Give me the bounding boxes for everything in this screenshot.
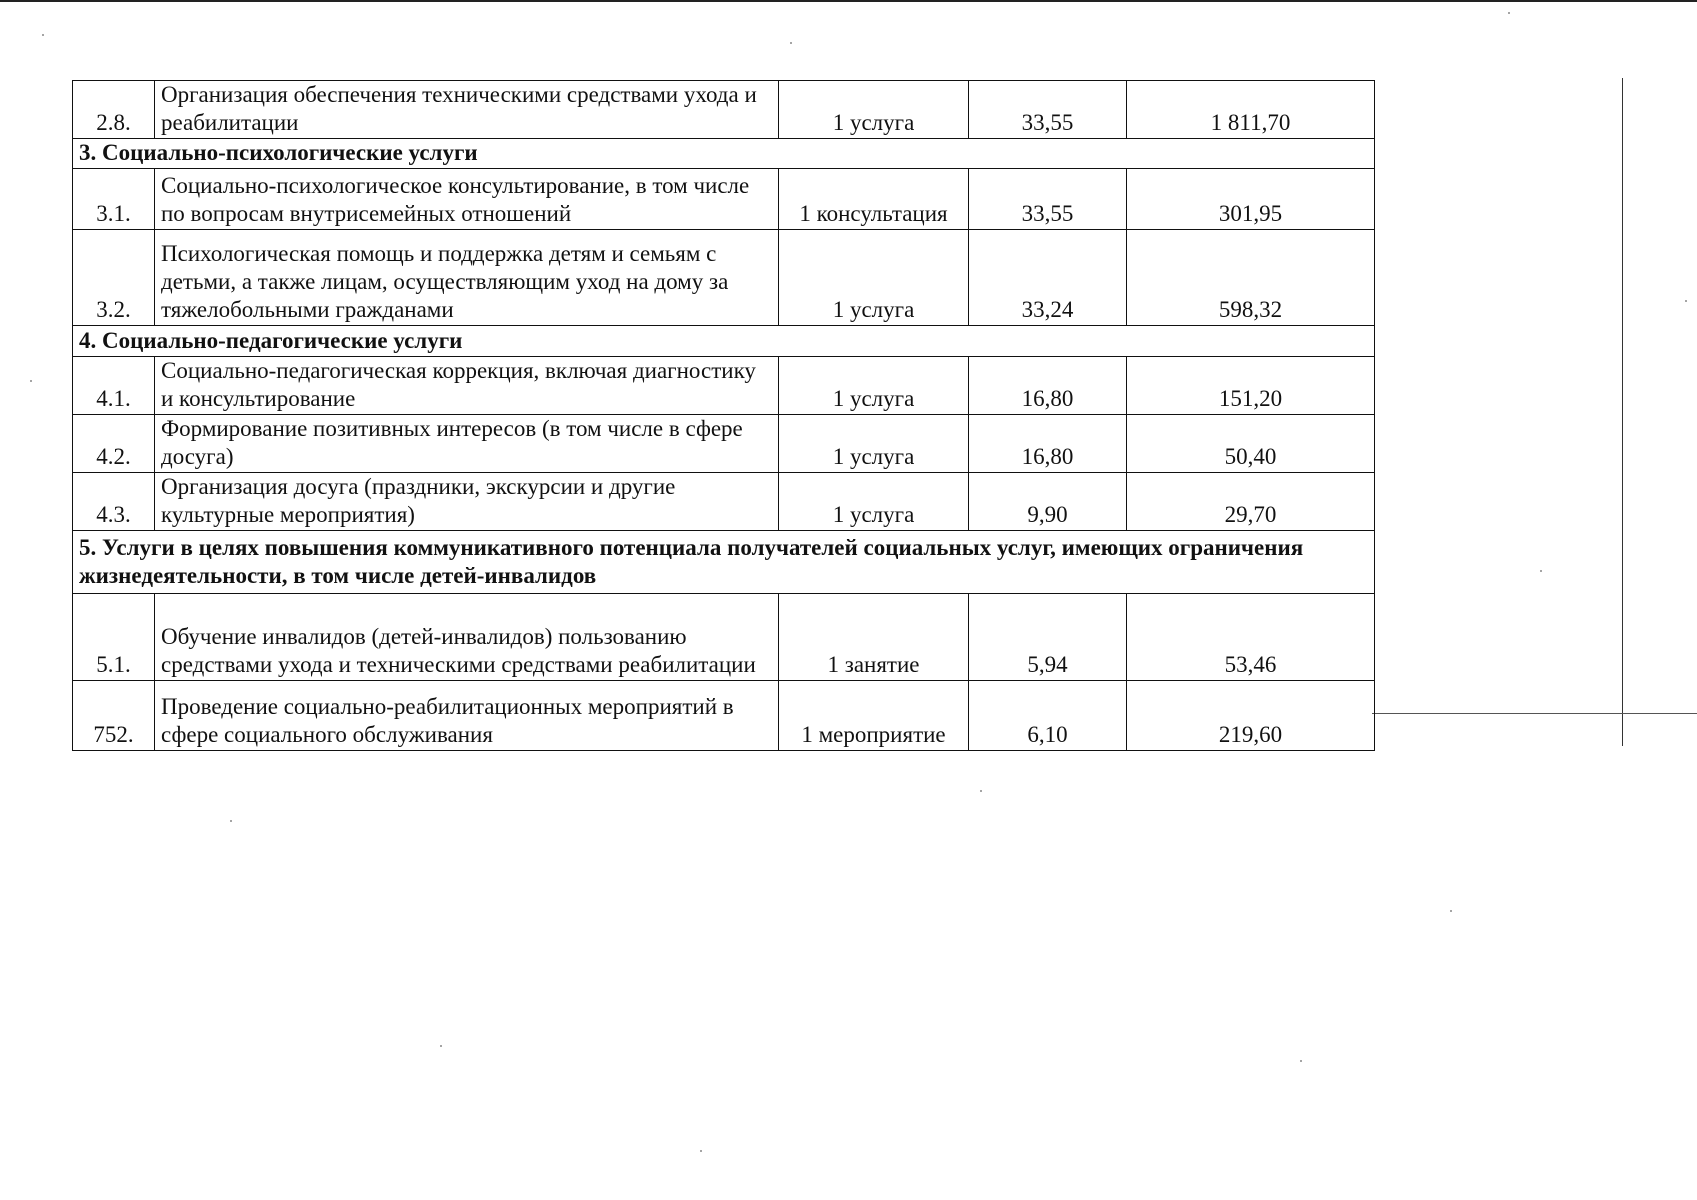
service-name: Организация досуга (праздники, экскурсии и другие культурные мероприятия) (155, 473, 779, 531)
scan-speck (230, 820, 232, 822)
table-row (73, 473, 1375, 531)
table-row (73, 681, 1375, 751)
total-cost: 219,60 (1127, 681, 1375, 751)
service-unit: 1 услуга (779, 357, 969, 415)
scan-speck (1508, 12, 1510, 14)
service-unit: 1 занятие (779, 594, 969, 681)
unit-cost: 33,55 (969, 169, 1127, 230)
unit-cost: 9,90 (969, 473, 1127, 531)
row-number: 3.1. (73, 169, 155, 230)
unit-cost: 33,24 (969, 230, 1127, 326)
row-number: 4.2. (73, 415, 155, 473)
table-row (73, 357, 1375, 415)
service-name: Социально-психологическое консультирование, в том числе по вопросам внутрисемейных отношений (155, 169, 779, 230)
section-title: 3. Социально-психологические услуги (73, 139, 1375, 169)
service-name: Социально-педагогическая коррекция, включая диагностику и консультирование (155, 357, 779, 415)
scan-speck (790, 42, 792, 44)
service-unit: 1 консультация (779, 169, 969, 230)
scan-speck (1540, 570, 1542, 572)
table-row (73, 169, 1375, 230)
table-row (73, 81, 1375, 139)
service-unit: 1 услуга (779, 415, 969, 473)
scan-speck (440, 1045, 442, 1047)
scan-extension-line (1372, 713, 1697, 714)
scan-speck (700, 1150, 702, 1152)
section-title: 4. Социально-педагогические услуги (73, 326, 1375, 357)
section-header-row (73, 326, 1375, 357)
total-cost: 1 811,70 (1127, 81, 1375, 139)
row-number: 2.8. (73, 81, 155, 139)
scan-edge-line (0, 0, 1697, 2)
service-name: Психологическая помощь и поддержка детям и семьям с детьми, а также лицам, осуществляющим уход на дому за тяжелобольными гражданами (155, 230, 779, 326)
total-cost: 301,95 (1127, 169, 1375, 230)
row-number: 4.3. (73, 473, 155, 531)
scan-right-border (1622, 78, 1623, 746)
row-number: 3.2. (73, 230, 155, 326)
section-header-row (73, 139, 1375, 169)
service-name: Формирование позитивных интересов (в том числе в сфере досуга) (155, 415, 779, 473)
unit-cost: 16,80 (969, 357, 1127, 415)
total-cost: 151,20 (1127, 357, 1375, 415)
services-price-table (72, 80, 1375, 751)
total-cost: 53,46 (1127, 594, 1375, 681)
service-name: Обучение инвалидов (детей-инвалидов) пользованию средствами ухода и техническими средствами реабилитации (155, 594, 779, 681)
row-number: 752. (73, 681, 155, 751)
unit-cost: 5,94 (969, 594, 1127, 681)
scan-speck (980, 790, 982, 792)
scan-speck (1450, 910, 1452, 912)
service-unit: 1 услуга (779, 230, 969, 326)
unit-cost: 33,55 (969, 81, 1127, 139)
row-number: 4.1. (73, 357, 155, 415)
scan-speck (1685, 300, 1687, 302)
row-number: 5.1. (73, 594, 155, 681)
section-header-row (73, 531, 1375, 594)
service-unit: 1 услуга (779, 473, 969, 531)
unit-cost: 6,10 (969, 681, 1127, 751)
scan-speck (1300, 1060, 1302, 1062)
total-cost: 598,32 (1127, 230, 1375, 326)
service-unit: 1 мероприятие (779, 681, 969, 751)
service-unit: 1 услуга (779, 81, 969, 139)
scan-speck (30, 380, 32, 382)
scan-speck (42, 34, 44, 36)
table-row (73, 230, 1375, 326)
total-cost: 50,40 (1127, 415, 1375, 473)
service-name: Проведение социально-реабилитационных мероприятий в сфере социального обслуживания (155, 681, 779, 751)
service-name: Организация обеспечения техническими средствами ухода и реабилитации (155, 81, 779, 139)
unit-cost: 16,80 (969, 415, 1127, 473)
total-cost: 29,70 (1127, 473, 1375, 531)
section-title: 5. Услуги в целях повышения коммуникативного потенциала получателей социальных услуг, имеющих ограничения жизнедеятельности, в том числе детей-инвалидов (73, 531, 1375, 594)
table-row (73, 594, 1375, 681)
table-row (73, 415, 1375, 473)
